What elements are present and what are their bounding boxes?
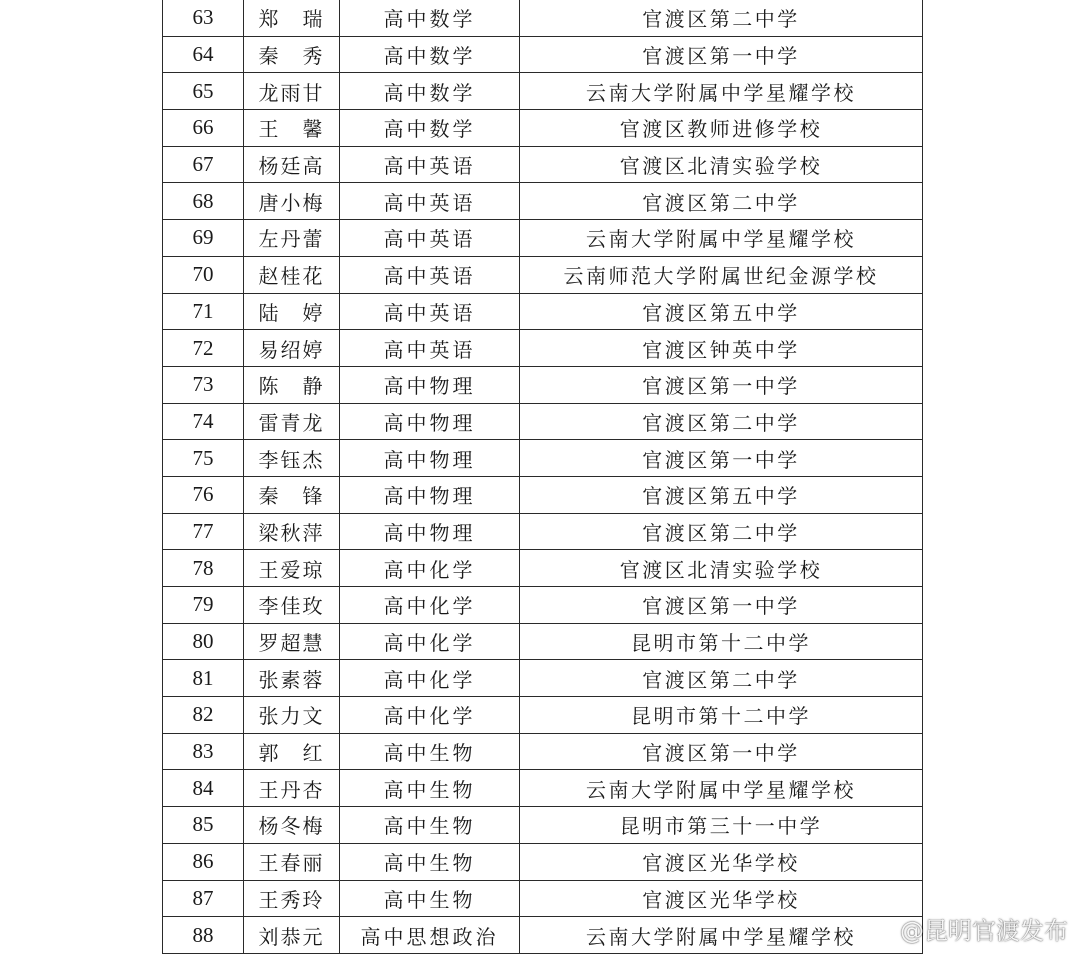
school-cell: 官渡区第二中学 <box>520 183 923 220</box>
subject-cell: 高中物理 <box>340 476 520 513</box>
teacher-name-cell: 秦 锋 <box>244 476 340 513</box>
teacher-name-cell: 赵桂花 <box>244 256 340 293</box>
table-row <box>163 183 923 220</box>
row-number-cell: 75 <box>163 440 244 477</box>
subject-cell: 高中数学 <box>340 73 520 110</box>
school-cell: 官渡区第一中学 <box>520 587 923 624</box>
row-number-cell: 65 <box>163 73 244 110</box>
school-cell: 昆明市第十二中学 <box>520 623 923 660</box>
row-number-cell: 64 <box>163 36 244 73</box>
table-row <box>163 917 923 954</box>
school-cell: 官渡区第二中学 <box>520 513 923 550</box>
row-number-cell: 63 <box>163 0 244 36</box>
row-number-cell: 71 <box>163 293 244 330</box>
subject-cell: 高中数学 <box>340 110 520 147</box>
teacher-name-cell: 雷青龙 <box>244 403 340 440</box>
row-number-cell: 68 <box>163 183 244 220</box>
subject-cell: 高中思想政治 <box>340 917 520 954</box>
row-number-cell: 87 <box>163 880 244 917</box>
subject-cell: 高中英语 <box>340 146 520 183</box>
teacher-name-cell: 易绍婷 <box>244 330 340 367</box>
subject-cell: 高中生物 <box>340 880 520 917</box>
school-cell: 云南师范大学附属世纪金源学校 <box>520 256 923 293</box>
subject-cell: 高中生物 <box>340 807 520 844</box>
row-number-cell: 69 <box>163 220 244 257</box>
table-row <box>163 880 923 917</box>
subject-cell: 高中化学 <box>340 550 520 587</box>
subject-cell: 高中物理 <box>340 513 520 550</box>
row-number-cell: 83 <box>163 733 244 770</box>
table-row <box>163 807 923 844</box>
teacher-name-cell: 刘恭元 <box>244 917 340 954</box>
table-row <box>163 550 923 587</box>
watermark-text: @昆明官渡发布 <box>900 917 1068 945</box>
row-number-cell: 84 <box>163 770 244 807</box>
table-row <box>163 587 923 624</box>
table-row <box>163 36 923 73</box>
table-row <box>163 623 923 660</box>
teacher-list-table <box>162 0 923 954</box>
table-row <box>163 660 923 697</box>
teacher-name-cell: 陈 静 <box>244 366 340 403</box>
subject-cell: 高中英语 <box>340 293 520 330</box>
table-row <box>163 366 923 403</box>
subject-cell: 高中化学 <box>340 587 520 624</box>
teacher-name-cell: 杨冬梅 <box>244 807 340 844</box>
row-number-cell: 82 <box>163 697 244 734</box>
row-number-cell: 79 <box>163 587 244 624</box>
teacher-name-cell: 李佳玫 <box>244 587 340 624</box>
school-cell: 官渡区第五中学 <box>520 476 923 513</box>
table-row <box>163 843 923 880</box>
school-cell: 官渡区第一中学 <box>520 440 923 477</box>
row-number-cell: 66 <box>163 110 244 147</box>
table-row <box>163 220 923 257</box>
row-number-cell: 74 <box>163 403 244 440</box>
subject-cell: 高中英语 <box>340 256 520 293</box>
subject-cell: 高中英语 <box>340 330 520 367</box>
subject-cell: 高中生物 <box>340 733 520 770</box>
teacher-name-cell: 王 馨 <box>244 110 340 147</box>
subject-cell: 高中英语 <box>340 220 520 257</box>
school-cell: 官渡区第一中学 <box>520 36 923 73</box>
school-cell: 官渡区第五中学 <box>520 293 923 330</box>
teacher-name-cell: 杨廷高 <box>244 146 340 183</box>
school-cell: 官渡区第一中学 <box>520 733 923 770</box>
row-number-cell: 85 <box>163 807 244 844</box>
school-cell: 云南大学附属中学星耀学校 <box>520 917 923 954</box>
school-cell: 官渡区钟英中学 <box>520 330 923 367</box>
school-cell: 官渡区第二中学 <box>520 0 923 36</box>
subject-cell: 高中化学 <box>340 660 520 697</box>
subject-cell: 高中英语 <box>340 183 520 220</box>
subject-cell: 高中化学 <box>340 697 520 734</box>
teacher-name-cell: 罗超慧 <box>244 623 340 660</box>
table-row <box>163 440 923 477</box>
teacher-name-cell: 陆 婷 <box>244 293 340 330</box>
row-number-cell: 72 <box>163 330 244 367</box>
school-cell: 官渡区北清实验学校 <box>520 146 923 183</box>
row-number-cell: 76 <box>163 476 244 513</box>
teacher-name-cell: 梁秋萍 <box>244 513 340 550</box>
teacher-name-cell: 郭 红 <box>244 733 340 770</box>
school-cell: 官渡区光华学校 <box>520 843 923 880</box>
table-row <box>163 697 923 734</box>
row-number-cell: 88 <box>163 917 244 954</box>
row-number-cell: 70 <box>163 256 244 293</box>
table-row <box>163 110 923 147</box>
subject-cell: 高中物理 <box>340 440 520 477</box>
row-number-cell: 80 <box>163 623 244 660</box>
subject-cell: 高中生物 <box>340 843 520 880</box>
subject-cell: 高中数学 <box>340 0 520 36</box>
table-row <box>163 513 923 550</box>
row-number-cell: 81 <box>163 660 244 697</box>
school-cell: 官渡区第二中学 <box>520 660 923 697</box>
table-row <box>163 733 923 770</box>
table-row <box>163 73 923 110</box>
table-row <box>163 476 923 513</box>
row-number-cell: 73 <box>163 366 244 403</box>
teacher-name-cell: 张力文 <box>244 697 340 734</box>
subject-cell: 高中物理 <box>340 366 520 403</box>
row-number-cell: 67 <box>163 146 244 183</box>
table-row <box>163 0 923 36</box>
teacher-name-cell: 王春丽 <box>244 843 340 880</box>
school-cell: 云南大学附属中学星耀学校 <box>520 220 923 257</box>
school-cell: 官渡区光华学校 <box>520 880 923 917</box>
teacher-name-cell: 龙雨甘 <box>244 73 340 110</box>
school-cell: 云南大学附属中学星耀学校 <box>520 770 923 807</box>
teacher-name-cell: 王丹杏 <box>244 770 340 807</box>
row-number-cell: 78 <box>163 550 244 587</box>
table-row <box>163 330 923 367</box>
teacher-name-cell: 左丹蕾 <box>244 220 340 257</box>
subject-cell: 高中化学 <box>340 623 520 660</box>
teacher-name-cell: 郑 瑞 <box>244 0 340 36</box>
teacher-name-cell: 王秀玲 <box>244 880 340 917</box>
school-cell: 昆明市第十二中学 <box>520 697 923 734</box>
row-number-cell: 77 <box>163 513 244 550</box>
teacher-name-cell: 王爱琼 <box>244 550 340 587</box>
table-row <box>163 770 923 807</box>
table-row <box>163 293 923 330</box>
teacher-name-cell: 秦 秀 <box>244 36 340 73</box>
subject-cell: 高中生物 <box>340 770 520 807</box>
subject-cell: 高中物理 <box>340 403 520 440</box>
school-cell: 昆明市第三十一中学 <box>520 807 923 844</box>
row-number-cell: 86 <box>163 843 244 880</box>
school-cell: 官渡区第一中学 <box>520 366 923 403</box>
subject-cell: 高中数学 <box>340 36 520 73</box>
school-cell: 官渡区第二中学 <box>520 403 923 440</box>
table-row <box>163 403 923 440</box>
teacher-name-cell: 李钰杰 <box>244 440 340 477</box>
table-body <box>163 0 923 953</box>
school-cell: 官渡区北清实验学校 <box>520 550 923 587</box>
table-row <box>163 256 923 293</box>
teacher-name-cell: 唐小梅 <box>244 183 340 220</box>
school-cell: 官渡区教师进修学校 <box>520 110 923 147</box>
school-cell: 云南大学附属中学星耀学校 <box>520 73 923 110</box>
teacher-name-cell: 张素蓉 <box>244 660 340 697</box>
table-row <box>163 146 923 183</box>
